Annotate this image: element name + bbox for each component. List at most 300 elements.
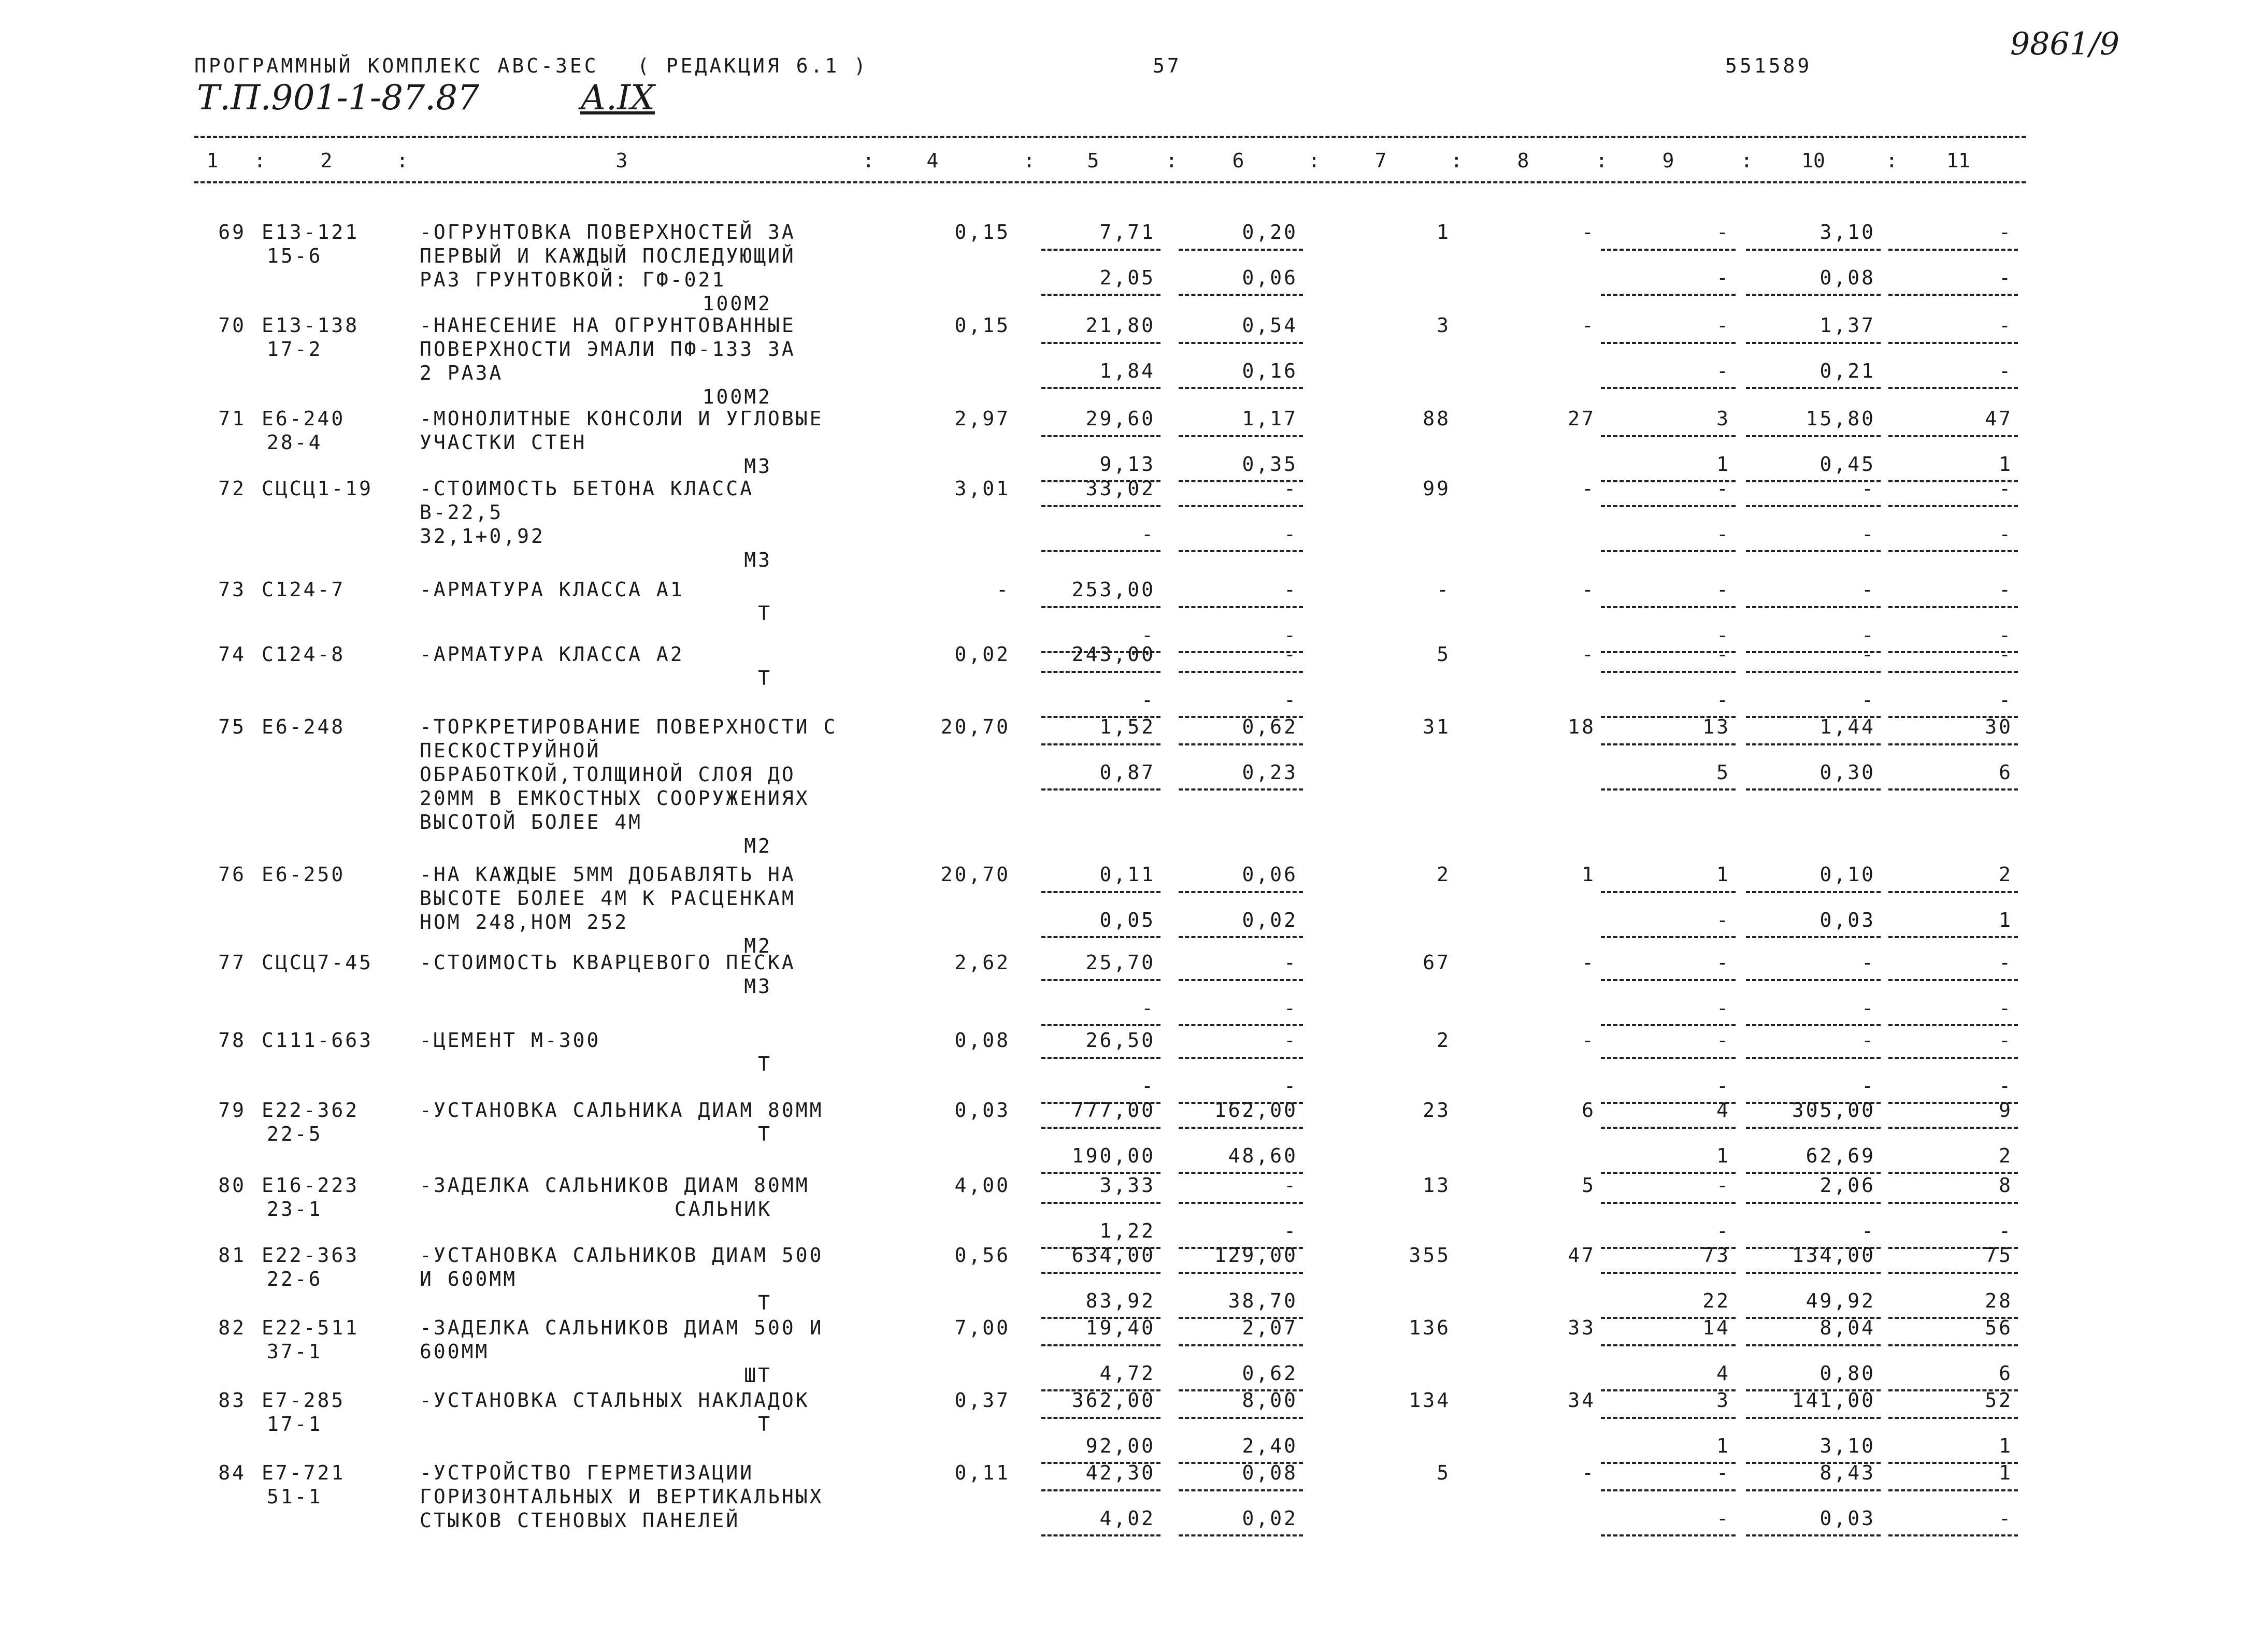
work-description: -МОНОЛИТНЫЕ КОНСОЛИ И УГЛОВЫЕ xyxy=(420,407,824,430)
work-description: -НАНЕСЕНИЕ НА ОГРУНТОВАННЫЕ xyxy=(420,314,796,337)
c6-secondary-value: - xyxy=(1284,1074,1298,1097)
quantity: 0,56 xyxy=(954,1244,1010,1267)
quantity: 20,70 xyxy=(940,715,1010,738)
row-divider xyxy=(1601,743,1736,745)
row-number: 82 xyxy=(218,1316,246,1339)
row-divider xyxy=(1179,249,1303,251)
row-divider xyxy=(1041,1127,1160,1129)
column-number: 5 xyxy=(1087,149,1099,172)
row-divider xyxy=(1601,249,1736,251)
row-divider xyxy=(1041,1534,1160,1536)
row-divider xyxy=(1746,505,1881,507)
work-description: ВЫСОТОЙ БОЛЕЕ 4М xyxy=(420,811,643,834)
c10-secondary-value: 0,30 xyxy=(1819,761,1875,784)
c5-secondary-value: - xyxy=(1141,523,1155,545)
c5-secondary-value: 2,05 xyxy=(1099,266,1155,289)
col-8-value: 18 xyxy=(1568,715,1596,738)
quantity: 0,37 xyxy=(954,1389,1010,1412)
edition-label: ( РЕДАКЦИЯ 6.1 ) xyxy=(637,54,869,77)
quantity: 0,15 xyxy=(954,314,1010,337)
c6-value: - xyxy=(1284,1029,1298,1052)
rate-subcode: 51-1 xyxy=(267,1485,323,1508)
work-description: 20ММ В ЕМКОСТНЫХ СООРУЖЕНИЯХ xyxy=(420,787,810,810)
work-description: -УСТАНОВКА САЛЬНИКА ДИАМ 80ММ xyxy=(420,1099,824,1122)
col-8-value: - xyxy=(1582,951,1596,974)
column-separator: : xyxy=(1741,149,1753,172)
c6-value: 0,62 xyxy=(1242,715,1298,738)
col-8-value: 6 xyxy=(1582,1099,1596,1122)
c9-secondary-value: 5 xyxy=(1716,761,1730,784)
row-divider xyxy=(1746,743,1881,745)
row-number: 84 xyxy=(218,1461,246,1484)
row-divider xyxy=(1041,387,1160,389)
c9-secondary-value: - xyxy=(1716,266,1730,289)
work-description: -ЗАДЕЛКА САЛЬНИКОВ ДИАМ 500 И xyxy=(420,1316,824,1339)
row-divider xyxy=(1601,1057,1736,1059)
work-description: ПОВЕРХНОСТИ ЭМАЛИ ПФ-133 ЗА xyxy=(420,338,796,361)
c11-secondary-value: - xyxy=(1999,523,2013,545)
row-divider xyxy=(1746,1202,1881,1204)
row-divider xyxy=(1041,671,1160,673)
quantity: 4,00 xyxy=(954,1174,1010,1197)
c6-secondary-value: 0,02 xyxy=(1242,1507,1298,1530)
c10-secondary-value: - xyxy=(1861,997,1875,1019)
album-number: А.IX xyxy=(580,78,655,118)
c11-value: - xyxy=(1999,643,2013,666)
row-divider xyxy=(1888,1534,2018,1536)
c5-secondary-value: - xyxy=(1141,624,1155,647)
quantity: 0,11 xyxy=(954,1461,1010,1484)
work-description: -УСТАНОВКА САЛЬНИКОВ ДИАМ 500 xyxy=(420,1244,824,1267)
c11-secondary-value: 1 xyxy=(1999,909,2013,931)
row-divider xyxy=(1746,387,1881,389)
c9-secondary-value: - xyxy=(1716,1219,1730,1242)
row-divider xyxy=(1041,294,1160,296)
c10-value: - xyxy=(1861,1029,1875,1052)
measure-unit: Т xyxy=(758,1053,772,1075)
row-divider xyxy=(1746,891,1881,893)
c10-secondary-value: 0,08 xyxy=(1819,266,1875,289)
row-divider xyxy=(1888,1127,2018,1129)
measure-unit: Т xyxy=(758,1291,772,1314)
work-description: -АРМАТУРА КЛАССА А1 xyxy=(420,578,684,601)
col-8-value: 1 xyxy=(1582,863,1596,886)
row-divider xyxy=(1888,1024,2018,1026)
column-separator: : xyxy=(1023,149,1035,172)
row-divider xyxy=(1179,936,1303,938)
column-number: 10 xyxy=(1801,149,1825,172)
c10-value: - xyxy=(1861,578,1875,601)
c5-secondary-value: 1,84 xyxy=(1099,360,1155,382)
row-divider xyxy=(1746,1272,1881,1274)
c9-value: - xyxy=(1716,1174,1730,1197)
c11-secondary-value: - xyxy=(1999,360,2013,382)
row-divider xyxy=(1601,1344,1736,1346)
row-divider xyxy=(1179,788,1303,791)
c6-value: - xyxy=(1284,1174,1298,1197)
row-divider xyxy=(1041,1202,1160,1204)
row-divider xyxy=(1179,1057,1303,1059)
c6-value: 0,06 xyxy=(1242,863,1298,886)
col-8-value: - xyxy=(1582,1461,1596,1484)
row-divider xyxy=(1888,606,2018,608)
row-divider xyxy=(1179,979,1303,981)
row-divider xyxy=(1888,342,2018,344)
c10-value: 15,80 xyxy=(1806,407,1875,430)
row-divider xyxy=(1746,606,1881,608)
row-divider xyxy=(1601,342,1736,344)
measure-unit: Т xyxy=(758,667,772,689)
c10-value: 0,10 xyxy=(1819,863,1875,886)
row-divider xyxy=(1601,1202,1736,1204)
quantity: 0,03 xyxy=(954,1099,1010,1122)
c9-value: - xyxy=(1716,314,1730,337)
work-description: 2 РАЗА xyxy=(420,362,504,384)
row-divider xyxy=(1888,1344,2018,1346)
row-divider xyxy=(1041,1344,1160,1346)
col-8-value: - xyxy=(1582,477,1596,500)
row-divider xyxy=(1746,1057,1881,1059)
c6-secondary-value: - xyxy=(1284,523,1298,545)
c6-value: 129,00 xyxy=(1214,1244,1298,1267)
column-number: 8 xyxy=(1517,149,1529,172)
col-7-value: 3 xyxy=(1437,314,1451,337)
row-divider xyxy=(1601,979,1736,981)
row-divider xyxy=(1041,249,1160,251)
c10-value: 305,00 xyxy=(1792,1099,1875,1122)
corner-handwritten-note: 9861/9 xyxy=(2010,26,2120,62)
col-7-value: 134 xyxy=(1409,1389,1451,1412)
row-number: 73 xyxy=(218,578,246,601)
c6-secondary-value: 0,02 xyxy=(1242,909,1298,931)
column-separator: : xyxy=(1308,149,1320,172)
c11-secondary-value: 1 xyxy=(1999,1434,2013,1457)
row-divider xyxy=(1041,1024,1160,1026)
work-description: -ТОРКРЕТИРОВАНИЕ ПОВЕРХНОСТИ С xyxy=(420,715,838,738)
measure-unit: ШТ xyxy=(744,1364,772,1387)
c11-value: 52 xyxy=(1985,1389,2013,1412)
c6-secondary-value: 2,40 xyxy=(1242,1434,1298,1457)
c10-value: - xyxy=(1861,477,1875,500)
row-number: 80 xyxy=(218,1174,246,1197)
work-description: -ЦЕМЕНТ М-300 xyxy=(420,1029,601,1052)
c11-value: 30 xyxy=(1985,715,2013,738)
row-divider xyxy=(1746,435,1881,437)
c11-value: 2 xyxy=(1999,863,2013,886)
c5-secondary-value: 83,92 xyxy=(1085,1289,1155,1312)
rate-code: Е22-362 xyxy=(262,1099,360,1122)
column-number: 11 xyxy=(1946,149,1970,172)
row-divider xyxy=(1888,1489,2018,1491)
work-description: СТЫКОВ СТЕНОВЫХ ПАНЕЛЕЙ xyxy=(420,1509,740,1532)
row-number: 83 xyxy=(218,1389,246,1412)
c11-value: 47 xyxy=(1985,407,2013,430)
col-7-value: 99 xyxy=(1423,477,1451,500)
col-7-value: 5 xyxy=(1437,643,1451,666)
column-number: 2 xyxy=(320,149,333,172)
row-divider xyxy=(1888,743,2018,745)
c5-value: 634,00 xyxy=(1071,1244,1155,1267)
c5-secondary-value: 0,87 xyxy=(1099,761,1155,784)
c9-value: - xyxy=(1716,578,1730,601)
c5-secondary-value: 4,72 xyxy=(1099,1362,1155,1385)
row-divider xyxy=(1746,936,1881,938)
col-7-value: 2 xyxy=(1437,863,1451,886)
rate-code: Е6-250 xyxy=(262,863,346,886)
c10-secondary-value: - xyxy=(1861,1074,1875,1097)
c11-value: 75 xyxy=(1985,1244,2013,1267)
measure-unit: 100М2 xyxy=(702,292,772,315)
measure-unit: М3 xyxy=(744,455,772,478)
col-7-value: 13 xyxy=(1423,1174,1451,1197)
col-8-value: - xyxy=(1582,1029,1596,1052)
c9-value: 3 xyxy=(1716,1389,1730,1412)
c11-value: 8 xyxy=(1999,1174,2013,1197)
column-separator: : xyxy=(254,149,266,172)
work-description: -ЗАДЕЛКА САЛЬНИКОВ ДИАМ 80ММ xyxy=(420,1174,810,1197)
c5-value: 253,00 xyxy=(1071,578,1155,601)
c6-value: - xyxy=(1284,951,1298,974)
row-divider xyxy=(1179,1417,1303,1419)
c5-secondary-value: - xyxy=(1141,688,1155,711)
c10-value: - xyxy=(1861,951,1875,974)
column-number: 4 xyxy=(926,149,939,172)
row-divider xyxy=(1746,979,1881,981)
rate-code: С124-8 xyxy=(262,643,346,666)
c10-secondary-value: 0,03 xyxy=(1819,909,1875,931)
column-separator: : xyxy=(1596,149,1608,172)
col-7-value: 88 xyxy=(1423,407,1451,430)
measure-unit: М2 xyxy=(744,935,772,957)
rate-code: Е7-721 xyxy=(262,1461,346,1484)
row-divider xyxy=(1746,249,1881,251)
quantity: 7,00 xyxy=(954,1316,1010,1339)
row-divider xyxy=(1888,891,2018,893)
c11-secondary-value: 1 xyxy=(1999,453,2013,476)
c5-value: 362,00 xyxy=(1071,1389,1155,1412)
row-divider xyxy=(1601,891,1736,893)
row-divider xyxy=(1179,743,1303,745)
c6-secondary-value: 0,06 xyxy=(1242,266,1298,289)
rate-subcode: 22-6 xyxy=(267,1268,323,1290)
c11-value: - xyxy=(1999,951,2013,974)
c9-value: 14 xyxy=(1702,1316,1730,1339)
row-divider xyxy=(1601,671,1736,673)
rate-code: Е13-121 xyxy=(262,221,360,243)
c11-secondary-value: - xyxy=(1999,997,2013,1019)
rate-code: Е22-511 xyxy=(262,1316,360,1339)
c10-value: 1,37 xyxy=(1819,314,1875,337)
c10-value: 2,06 xyxy=(1819,1174,1875,1197)
row-divider xyxy=(1888,979,2018,981)
c10-value: 1,44 xyxy=(1819,715,1875,738)
c5-secondary-value: 4,02 xyxy=(1099,1507,1155,1530)
c10-value: - xyxy=(1861,643,1875,666)
row-divider xyxy=(1601,1127,1736,1129)
header-rule-bottom xyxy=(194,181,2026,183)
c11-secondary-value: 6 xyxy=(1999,761,2013,784)
row-divider xyxy=(1746,550,1881,552)
c11-value: - xyxy=(1999,578,2013,601)
work-description: -СТОИМОСТЬ БЕТОНА КЛАССА xyxy=(420,477,754,500)
column-number: 6 xyxy=(1232,149,1244,172)
col-7-value: 23 xyxy=(1423,1099,1451,1122)
row-number: 70 xyxy=(218,314,246,337)
c11-secondary-value: - xyxy=(1999,266,2013,289)
row-divider xyxy=(1888,387,2018,389)
row-number: 69 xyxy=(218,221,246,243)
c5-secondary-value: 9,13 xyxy=(1099,453,1155,476)
c9-secondary-value: - xyxy=(1716,909,1730,931)
row-number: 72 xyxy=(218,477,246,500)
row-divider xyxy=(1179,1127,1303,1129)
c11-secondary-value: 2 xyxy=(1999,1144,2013,1167)
c6-value: 0,08 xyxy=(1242,1461,1298,1484)
work-description: -НА КАЖДЫЕ 5ММ ДОБАВЛЯТЬ НА xyxy=(420,863,796,886)
c6-value: - xyxy=(1284,578,1298,601)
c11-value: - xyxy=(1999,1029,2013,1052)
c9-value: 3 xyxy=(1716,407,1730,430)
row-divider xyxy=(1746,788,1881,791)
row-divider xyxy=(1179,671,1303,673)
row-divider xyxy=(1888,936,2018,938)
column-separator: : xyxy=(1451,149,1463,172)
row-divider xyxy=(1601,788,1736,791)
rate-code: Е6-240 xyxy=(262,407,346,430)
column-separator: : xyxy=(396,149,408,172)
quantity: 0,02 xyxy=(954,643,1010,666)
c5-secondary-value: 0,05 xyxy=(1099,909,1155,931)
rate-subcode: 17-1 xyxy=(267,1413,323,1435)
row-divider xyxy=(1041,1272,1160,1274)
work-description: УЧАСТКИ СТЕН xyxy=(420,431,587,454)
row-number: 77 xyxy=(218,951,246,974)
c5-value: 33,02 xyxy=(1085,477,1155,500)
work-description: -УСТРОЙСТВО ГЕРМЕТИЗАЦИИ xyxy=(420,1461,754,1484)
row-divider xyxy=(1041,936,1160,938)
work-description: -АРМАТУРА КЛАССА А2 xyxy=(420,643,684,666)
c5-value: 29,60 xyxy=(1085,407,1155,430)
measure-unit: 100М2 xyxy=(702,385,772,408)
quantity: 0,15 xyxy=(954,221,1010,243)
c5-value: 25,70 xyxy=(1085,951,1155,974)
work-description: 600ММ xyxy=(420,1340,490,1363)
c9-value: - xyxy=(1716,1029,1730,1052)
c11-secondary-value: - xyxy=(1999,688,2013,711)
c9-secondary-value: 1 xyxy=(1716,1144,1730,1167)
row-divider xyxy=(1888,1272,2018,1274)
c6-secondary-value: 38,70 xyxy=(1228,1289,1298,1312)
c11-value: 56 xyxy=(1985,1316,2013,1339)
c6-secondary-value: - xyxy=(1284,688,1298,711)
c5-value: 21,80 xyxy=(1085,314,1155,337)
c5-value: 26,50 xyxy=(1085,1029,1155,1052)
c6-value: 8,00 xyxy=(1242,1389,1298,1412)
c9-secondary-value: - xyxy=(1716,1507,1730,1530)
row-divider xyxy=(1746,1534,1881,1536)
measure-unit: Т xyxy=(758,1413,772,1435)
project-reference: Т.П.901-1-87.87 xyxy=(197,78,480,118)
rate-subcode: 28-4 xyxy=(267,431,323,454)
row-divider xyxy=(1041,979,1160,981)
c9-value: - xyxy=(1716,221,1730,243)
quantity: 2,97 xyxy=(954,407,1010,430)
c9-secondary-value: 1 xyxy=(1716,453,1730,476)
c5-value: 19,40 xyxy=(1085,1316,1155,1339)
c9-value: 73 xyxy=(1702,1244,1730,1267)
c10-value: 8,04 xyxy=(1819,1316,1875,1339)
row-divider xyxy=(1179,1024,1303,1026)
row-divider xyxy=(1601,387,1736,389)
row-divider xyxy=(1601,550,1736,552)
row-divider xyxy=(1888,1202,2018,1204)
c6-secondary-value: - xyxy=(1284,1219,1298,1242)
row-divider xyxy=(1179,387,1303,389)
row-divider xyxy=(1041,505,1160,507)
rate-code: СЦСЦ7-45 xyxy=(262,951,374,974)
row-divider xyxy=(1179,550,1303,552)
row-divider xyxy=(1601,1534,1736,1536)
row-divider xyxy=(1601,1024,1736,1026)
column-number: 9 xyxy=(1662,149,1674,172)
row-number: 81 xyxy=(218,1244,246,1267)
c11-value: - xyxy=(1999,221,2013,243)
col-8-value: - xyxy=(1582,578,1596,601)
work-description: 32,1+0,92 xyxy=(420,525,545,548)
header-rule-top xyxy=(194,136,2026,138)
rate-code: Е7-285 xyxy=(262,1389,346,1412)
row-divider xyxy=(1041,435,1160,437)
row-divider xyxy=(1179,342,1303,344)
c5-value: 777,00 xyxy=(1071,1099,1155,1122)
c9-value: - xyxy=(1716,951,1730,974)
c10-value: 8,43 xyxy=(1819,1461,1875,1484)
c9-secondary-value: - xyxy=(1716,523,1730,545)
c10-secondary-value: 0,03 xyxy=(1819,1507,1875,1530)
c11-secondary-value: - xyxy=(1999,1219,2013,1242)
row-divider xyxy=(1179,891,1303,893)
column-separator: : xyxy=(1166,149,1178,172)
quantity: 3,01 xyxy=(954,477,1010,500)
row-divider xyxy=(1888,435,2018,437)
c10-secondary-value: - xyxy=(1861,1219,1875,1242)
measure-unit: Т xyxy=(758,1123,772,1145)
work-description: И 600ММ xyxy=(420,1268,518,1290)
row-divider xyxy=(1746,1489,1881,1491)
c10-value: 134,00 xyxy=(1792,1244,1875,1267)
col-7-value: 5 xyxy=(1437,1461,1451,1484)
work-description: -УСТАНОВКА СТАЛЬНЫХ НАКЛАДОК xyxy=(420,1389,810,1412)
c10-secondary-value: 0,21 xyxy=(1819,360,1875,382)
row-number: 76 xyxy=(218,863,246,886)
c5-value: 42,30 xyxy=(1085,1461,1155,1484)
c9-secondary-value: - xyxy=(1716,360,1730,382)
row-number: 71 xyxy=(218,407,246,430)
row-divider xyxy=(1041,1057,1160,1059)
row-divider xyxy=(1179,1202,1303,1204)
col-7-value: 31 xyxy=(1423,715,1451,738)
measure-unit: САЛЬНИК xyxy=(674,1198,772,1220)
work-description: НОМ 248,НОМ 252 xyxy=(420,911,629,933)
row-divider xyxy=(1888,788,2018,791)
row-divider xyxy=(1888,505,2018,507)
rate-subcode: 23-1 xyxy=(267,1198,323,1220)
quantity: 20,70 xyxy=(940,863,1010,886)
c6-secondary-value: 0,62 xyxy=(1242,1362,1298,1385)
work-description: -СТОИМОСТЬ КВАРЦЕВОГО ПЕСКА xyxy=(420,951,796,974)
row-divider xyxy=(1601,1272,1736,1274)
c10-secondary-value: 49,92 xyxy=(1806,1289,1875,1312)
